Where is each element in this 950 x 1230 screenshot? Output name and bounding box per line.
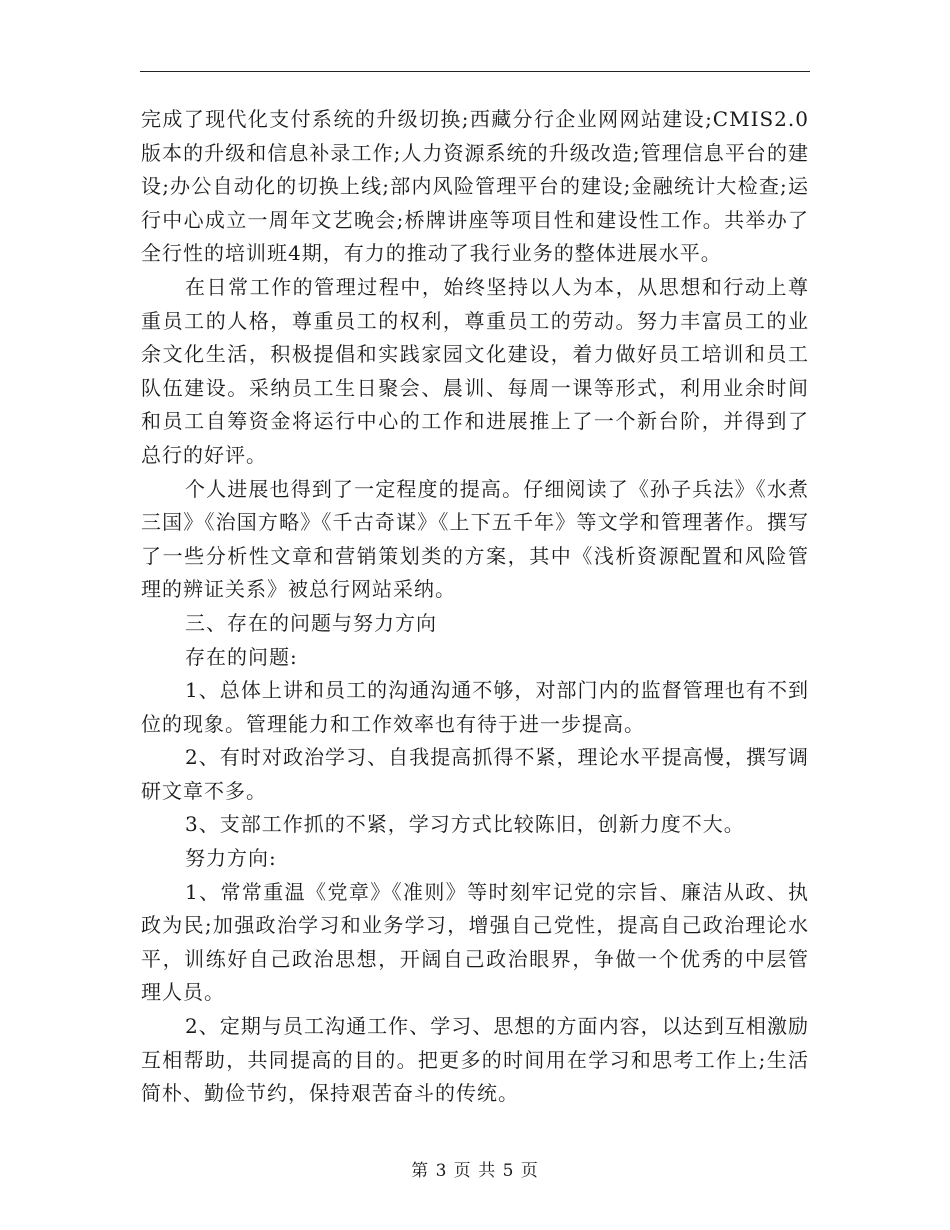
direction-item-2: 2、定期与员工沟通工作、学习、思想的方面内容，以达到互相激励互相帮助，共同提高的目的。把更多的时间用在学习和思考工作上;生活简朴、勤俭节约，保持艰苦奋斗的传统。 <box>141 1014 809 1106</box>
document-body <box>141 103 809 1111</box>
subheading-problems: 存在的问题: <box>185 644 298 669</box>
subheading-directions: 努力方向: <box>185 846 277 871</box>
direction-item-1: 1、常常重温《党章》《准则》等时刻牢记党的宗旨、廉洁从政、执政为民;加强政治学习和业务学习，增强自己党性，提高自己政治理论水平，训练好自己政治思想，开阔自己政治眼界，争做一个优秀的中层管理人员。 <box>141 879 809 1005</box>
section-heading-issues: 三、存在的问题与努力方向 <box>185 610 437 635</box>
paragraph-3: 个人进展也得到了一定程度的提高。仔细阅读了《孙子兵法》《水煮三国》《治国方略》《千古奇谋》《上下五千年》等文学和管理著作。撰写了一些分析性文章和营销策划类的方案，其中《浅析资源配置和风险管理的辨证关系》被总行网站采纳。 <box>141 476 809 602</box>
paragraph-2: 在日常工作的管理过程中，始终坚持以人为本，从思想和行动上尊重员工的人格，尊重员工的权利，尊重员工的劳动。努力丰富员工的业余文化生活，积极提倡和实践家园文化建设，着力做好员工培训和员工队伍建设。采纳员工生日聚会、晨训、每周一课等形式，利用业余时间和员工自筹资金将运行中心的工作和进展推上了一个新台阶，并得到了总行的好评。 <box>141 274 809 467</box>
problem-item-1: 1、总体上讲和员工的沟通沟通不够，对部门内的监督管理也有不到位的现象。管理能力和工作效率也有待于进一步提高。 <box>141 678 809 736</box>
problem-item-3: 3、支部工作抓的不紧，学习方式比较陈旧，创新力度不大。 <box>185 812 745 837</box>
paragraph-1: 完成了现代化支付系统的升级切换;西藏分行企业网网站建设;CMIS2.0版本的升级和信息补录工作;人力资源系统的升级改造;管理信息平台的建设;办公自动化的切换上线;部内风险管理平台的建设;金融统计大检查;运行中心成立一周年文艺晚会;桥牌讲座等项目性和建设性工作。共举办了全行性的培训班4期，有力的推动了我行业务的整体进展水平。 <box>141 107 809 266</box>
page-number-footer: 第 3 页 共 5 页 <box>411 1161 539 1181</box>
problem-item-2: 2、有时对政治学习、自我提高抓得不紧，理论水平提高慢，撰写调研文章不多。 <box>141 745 809 803</box>
header-rule <box>140 71 810 72</box>
